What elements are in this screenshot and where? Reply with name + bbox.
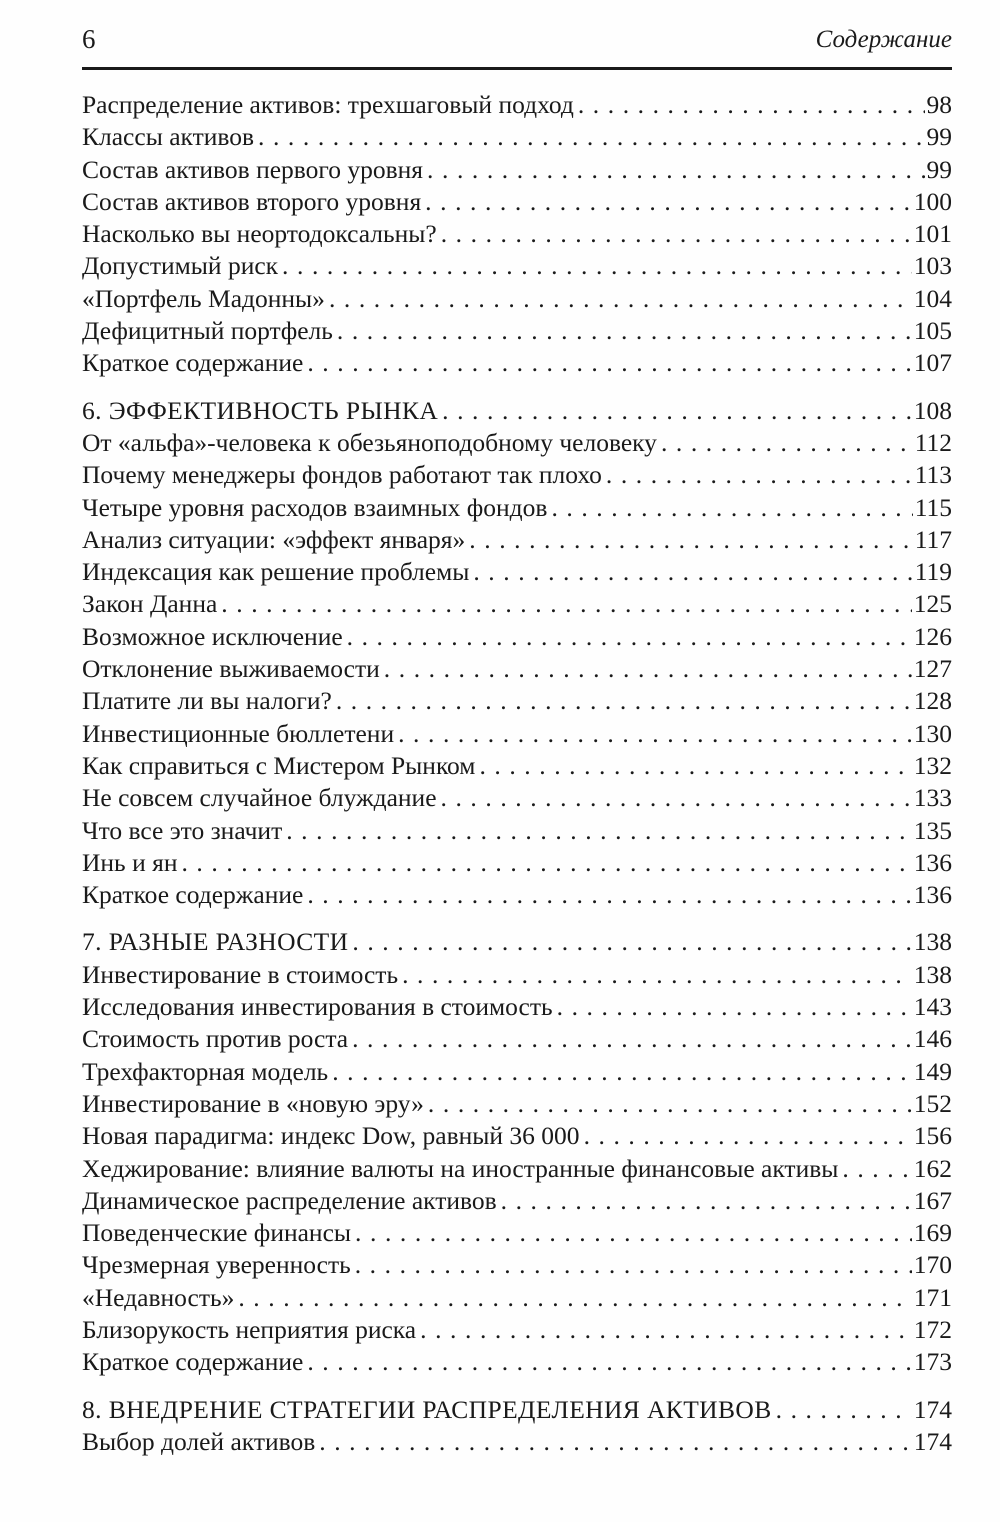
page-ref: 174 <box>913 1394 952 1424</box>
entry-title: Не совсем случайное блуждание <box>82 783 437 813</box>
entry-title: Допустимый риск <box>82 251 279 281</box>
entry-title: Дефицитный портфель <box>82 316 333 346</box>
toc-entry[interactable] <box>82 315 952 347</box>
page-ref: 115 <box>914 492 952 522</box>
page-ref: 101 <box>913 219 952 249</box>
page-ref: 169 <box>913 1218 952 1248</box>
toc-chapter-entry[interactable] <box>82 1394 952 1426</box>
dot-leader <box>501 1185 912 1217</box>
toc-entry[interactable] <box>82 991 952 1023</box>
page-ref: 167 <box>913 1185 952 1215</box>
dot-leader <box>428 1088 912 1120</box>
toc-entry[interactable] <box>82 588 952 620</box>
dot-leader <box>282 250 912 282</box>
toc-entry[interactable] <box>82 556 952 588</box>
page-ref: 112 <box>914 427 952 457</box>
toc-entry[interactable] <box>82 718 952 750</box>
page-ref: 104 <box>913 283 952 313</box>
entry-title: Стоимость против роста <box>82 1024 349 1054</box>
page-ref: 99 <box>926 154 952 184</box>
toc-entry[interactable] <box>82 847 952 879</box>
table-of-contents <box>82 89 952 1473</box>
page-ref: 99 <box>926 122 952 152</box>
toc-entry[interactable] <box>82 1023 952 1055</box>
dot-leader <box>307 879 911 911</box>
page-ref: 173 <box>913 1347 952 1377</box>
dot-leader <box>584 1120 912 1152</box>
toc-entry[interactable] <box>82 750 952 782</box>
dot-leader <box>420 1314 912 1346</box>
dot-leader <box>307 1346 911 1378</box>
page-ref: 138 <box>913 927 952 957</box>
entry-title: Анализ ситуации: «эффект января» <box>82 524 466 554</box>
dot-leader <box>551 492 912 524</box>
page-ref: 100 <box>913 186 952 216</box>
entry-title: Близорукость неприятия риска <box>82 1314 417 1344</box>
entry-title: Инвестирование в «новую эру» <box>82 1088 424 1118</box>
entry-title: Отклонение выживаемости <box>82 654 380 684</box>
entry-title: Распределение активов: трехшаговый подход <box>82 90 574 119</box>
toc-section <box>82 395 952 912</box>
dot-leader <box>329 283 912 315</box>
toc-entry[interactable] <box>82 1426 952 1458</box>
toc-entry[interactable] <box>82 218 952 250</box>
page-ref: 105 <box>913 316 952 346</box>
toc-entry[interactable] <box>82 524 952 556</box>
dot-leader <box>473 556 912 588</box>
toc-section <box>82 89 952 380</box>
toc-entry[interactable] <box>82 89 952 121</box>
page-ref: 98 <box>926 90 952 119</box>
entry-title: Возможное исключение <box>82 621 343 651</box>
toc-entry[interactable] <box>82 250 952 282</box>
toc-entry[interactable] <box>82 959 952 991</box>
dot-leader <box>661 427 913 459</box>
page-ref: 174 <box>913 1426 952 1456</box>
page-ref: 136 <box>913 880 952 910</box>
page-ref: 149 <box>913 1056 952 1086</box>
toc-section <box>82 1394 952 1459</box>
toc-entry[interactable] <box>82 879 952 911</box>
page-ref: 108 <box>913 395 952 425</box>
dot-leader <box>398 718 912 750</box>
entry-title: Платите ли вы налоги? <box>82 686 332 716</box>
page-ref: 146 <box>913 1024 952 1054</box>
dot-leader <box>578 89 925 121</box>
toc-entry[interactable] <box>82 1282 952 1314</box>
page-ref: 130 <box>913 718 952 748</box>
dot-leader <box>842 1153 911 1185</box>
entry-title: Поведенческие финансы <box>82 1218 352 1248</box>
chapter-title: 6. ЭФФЕКТИВНОСТЬ РЫНКА <box>82 395 439 425</box>
dot-leader <box>402 959 912 991</box>
toc-entry[interactable] <box>82 459 952 491</box>
page-ref: 107 <box>913 348 952 378</box>
dot-leader <box>776 1394 912 1426</box>
toc-entry[interactable] <box>82 121 952 153</box>
entry-title: Четыре уровня расходов взаимных фондов <box>82 492 548 522</box>
entry-title: Как справиться с Мистером Рынком <box>82 750 476 780</box>
running-title: Содержание <box>815 26 952 53</box>
entry-title: Что все это значит <box>82 815 283 845</box>
dot-leader <box>221 588 911 620</box>
page-ref: 126 <box>913 621 952 651</box>
page-ref: 172 <box>913 1314 952 1344</box>
header-rule <box>82 67 952 70</box>
page-ref: 132 <box>913 750 952 780</box>
page-ref: 152 <box>913 1088 952 1118</box>
entry-title: Хеджирование: влияние валюты на иностранные финансовые активы <box>82 1153 839 1183</box>
dot-leader <box>479 750 911 782</box>
toc-entry[interactable] <box>82 1056 952 1088</box>
entry-title: Чрезмерная уверенность <box>82 1250 351 1280</box>
entry-title: Краткое содержание <box>82 348 304 378</box>
entry-title: Закон Данна <box>82 589 218 619</box>
dot-leader <box>355 1217 912 1249</box>
dot-leader <box>469 524 912 556</box>
page-ref: 170 <box>913 1250 952 1280</box>
dot-leader <box>355 1249 912 1281</box>
page-ref: 128 <box>913 686 952 716</box>
toc-chapter-entry[interactable] <box>82 395 952 427</box>
dot-leader <box>384 653 912 685</box>
page-ref: 117 <box>914 524 952 554</box>
toc-entry[interactable] <box>82 1314 952 1346</box>
toc-entry[interactable] <box>82 1120 952 1152</box>
toc-entry[interactable] <box>82 492 952 524</box>
toc-entry[interactable] <box>82 653 952 685</box>
page-ref: 113 <box>914 460 952 490</box>
dot-leader <box>347 621 912 653</box>
page-ref: 127 <box>913 654 952 684</box>
toc-entry[interactable] <box>82 1185 952 1217</box>
dot-leader <box>258 121 924 153</box>
page-ref: 143 <box>913 992 952 1022</box>
entry-title: Индексация как решение проблемы <box>82 557 470 587</box>
toc-entry[interactable] <box>82 685 952 717</box>
dot-leader <box>181 847 911 879</box>
entry-title: Инвестирование в стоимость <box>82 959 399 989</box>
toc-entry[interactable] <box>82 1249 952 1281</box>
page-ref: 156 <box>913 1121 952 1151</box>
toc-entry[interactable] <box>82 815 952 847</box>
toc-chapter-entry[interactable] <box>82 926 952 958</box>
page-ref: 125 <box>913 589 952 619</box>
dot-leader <box>557 991 912 1023</box>
entry-title: Инь и ян <box>82 847 178 877</box>
page-ref: 119 <box>914 557 952 587</box>
entry-title: Инвестиционные бюллетени <box>82 718 395 748</box>
dot-leader <box>319 1426 911 1458</box>
page-ref: 171 <box>913 1282 952 1312</box>
page-header <box>82 22 952 62</box>
page-ref: 135 <box>913 815 952 845</box>
entry-title: Насколько вы неортодоксальны? <box>82 219 437 249</box>
dot-leader <box>425 186 912 218</box>
dot-leader <box>337 315 912 347</box>
entry-title: Почему менеджеры фондов работают так плохо <box>82 460 602 490</box>
toc-entry[interactable] <box>82 1217 952 1249</box>
toc-entry[interactable] <box>82 1346 952 1378</box>
toc-entry[interactable] <box>82 782 952 814</box>
dot-leader <box>441 782 912 814</box>
chapter-title: 7. РАЗНЫЕ РАЗНОСТИ <box>82 927 349 957</box>
toc-section <box>82 926 952 1378</box>
toc-entry[interactable] <box>82 1153 952 1185</box>
entry-title: Состав активов второго уровня <box>82 186 422 216</box>
toc-entry[interactable] <box>82 283 952 315</box>
entry-title: От «альфа»-человека к обезьяноподобному человеку <box>82 427 657 457</box>
page-ref: 138 <box>913 959 952 989</box>
entry-title: Исследования инвестирования в стоимость <box>82 992 553 1022</box>
entry-title: «Недавность» <box>82 1282 235 1312</box>
page-ref: 136 <box>913 847 952 877</box>
toc-entry[interactable] <box>82 347 952 379</box>
page-ref: 133 <box>913 783 952 813</box>
entry-title: Новая парадигма: индекс Dow, равный 36 000 <box>82 1121 580 1151</box>
dot-leader <box>427 154 924 186</box>
entry-title: «Портфель Мадонны» <box>82 283 325 313</box>
entry-title: Выбор долей активов <box>82 1426 316 1456</box>
entry-title: Краткое содержание <box>82 1347 304 1377</box>
dot-leader <box>606 459 913 491</box>
entry-title: Динамическое распределение активов <box>82 1185 497 1215</box>
toc-entry[interactable] <box>82 186 952 218</box>
dot-leader <box>442 395 912 427</box>
toc-entry[interactable] <box>82 1088 952 1120</box>
dot-leader <box>352 926 911 958</box>
dot-leader <box>352 1023 912 1055</box>
entry-title: Классы активов <box>82 122 255 152</box>
chapter-title: 8. ВНЕДРЕНИЕ СТРАТЕГИИ РАСПРЕДЕЛЕНИЯ АКТИВОВ <box>82 1394 772 1424</box>
toc-entry[interactable] <box>82 621 952 653</box>
entry-title: Трехфакторная модель <box>82 1056 329 1086</box>
dot-leader <box>238 1282 911 1314</box>
dot-leader <box>441 218 912 250</box>
toc-entry[interactable] <box>82 154 952 186</box>
dot-leader <box>286 815 912 847</box>
entry-title: Краткое содержание <box>82 880 304 910</box>
toc-entry[interactable] <box>82 427 952 459</box>
dot-leader <box>332 1056 912 1088</box>
page-number: 6 <box>82 24 96 54</box>
page-ref: 103 <box>913 251 952 281</box>
page-ref: 162 <box>913 1153 952 1183</box>
dot-leader <box>307 347 911 379</box>
dot-leader <box>336 685 912 717</box>
entry-title: Состав активов первого уровня <box>82 154 424 184</box>
